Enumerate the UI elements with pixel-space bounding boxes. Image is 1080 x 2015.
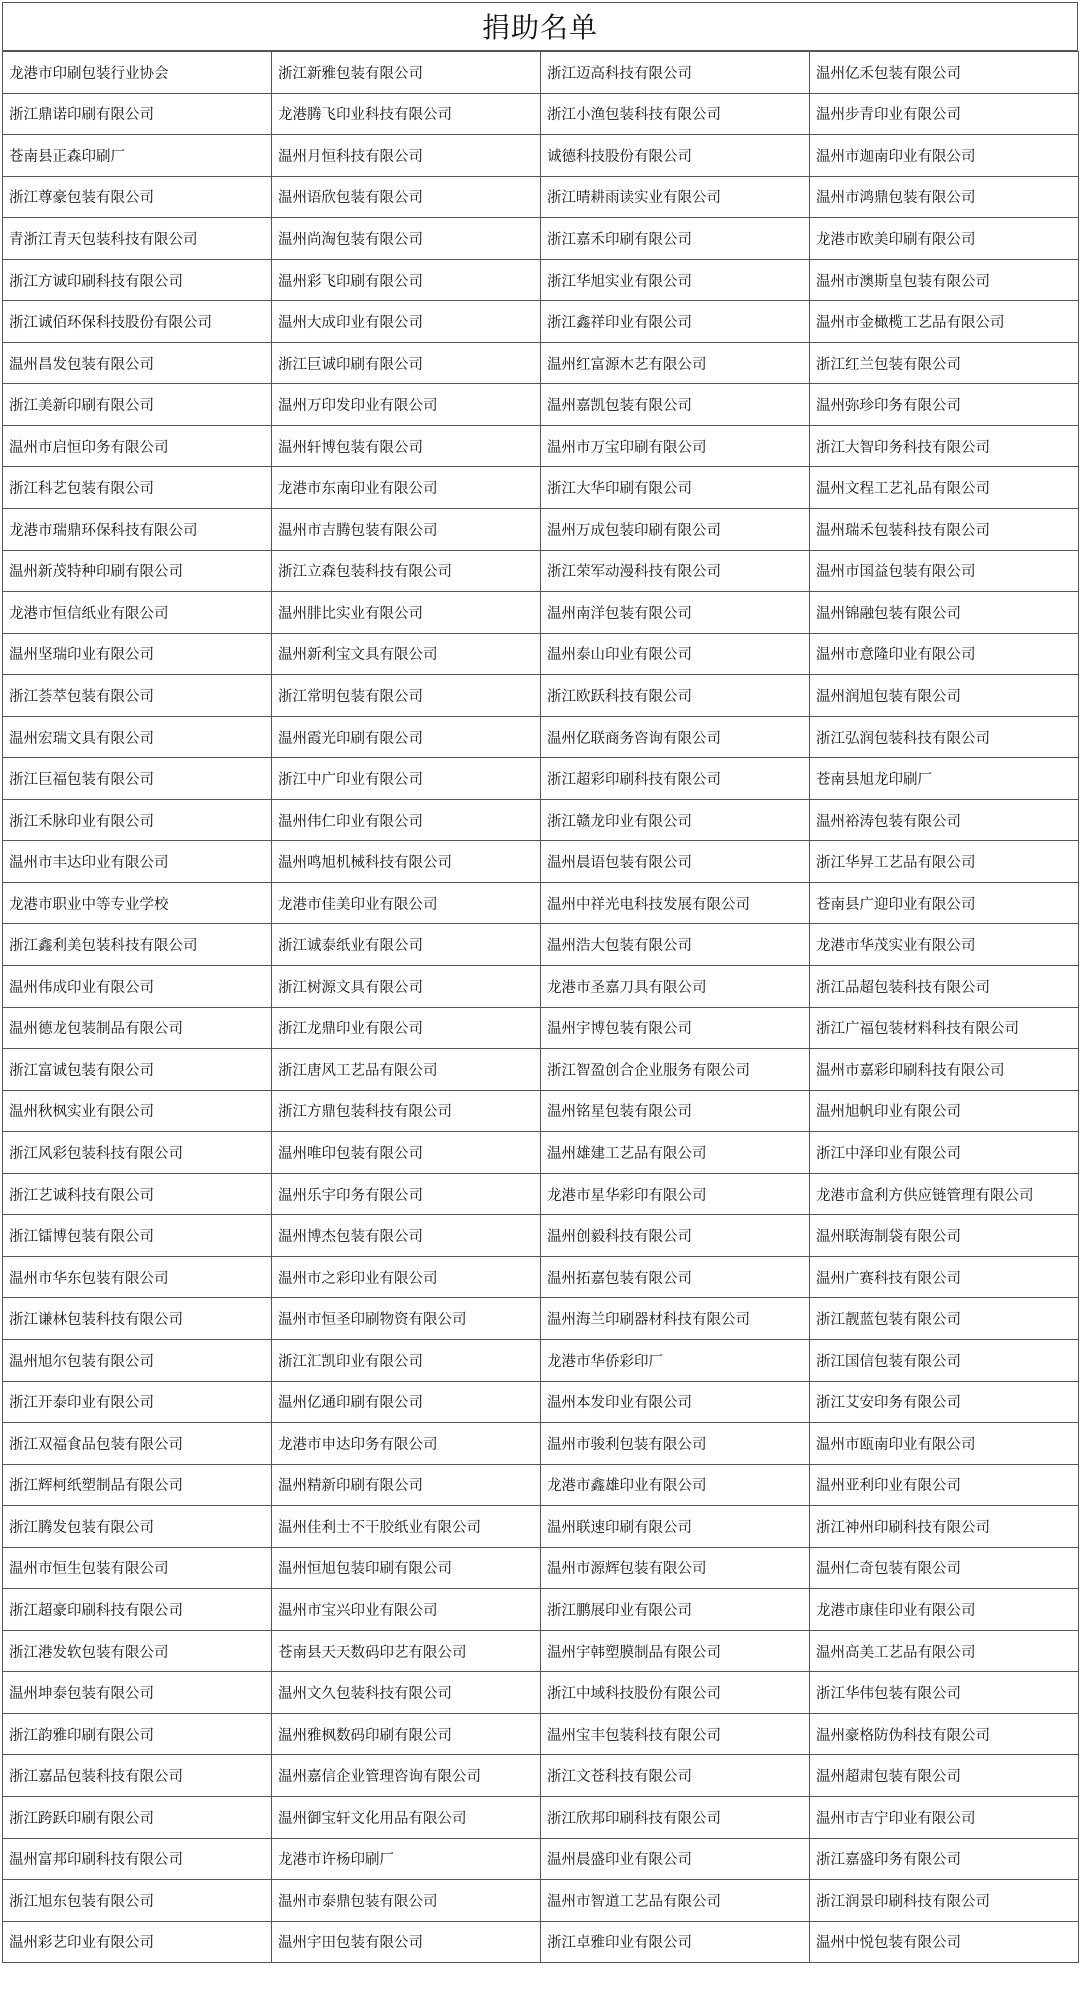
donor-name-cell: 温州精新印刷有限公司 (272, 1464, 541, 1506)
table-row (3, 1755, 1079, 1797)
donor-name-cell: 温州旭帆印业有限公司 (810, 1090, 1079, 1132)
donor-name-cell: 温州市吉腾包装有限公司 (272, 509, 541, 551)
donor-name-cell: 温州宝丰包装科技有限公司 (541, 1713, 810, 1755)
donor-name-cell: 温州市泰鼎包装有限公司 (272, 1880, 541, 1922)
donor-name-cell: 浙江智盈创合企业服务有限公司 (541, 1049, 810, 1091)
donor-name-cell: 温州市华东包装有限公司 (3, 1256, 272, 1298)
table-row (3, 1007, 1079, 1049)
donor-name-cell: 苍南县旭龙印刷厂 (810, 758, 1079, 800)
table-row (3, 1049, 1079, 1091)
table-row (3, 1381, 1079, 1423)
donor-name-cell: 温州雅枫数码印刷有限公司 (272, 1713, 541, 1755)
donor-name-cell: 浙江润景印刷科技有限公司 (810, 1880, 1079, 1922)
donor-name-cell: 浙江科艺包装有限公司 (3, 467, 272, 509)
donor-name-cell: 浙江港发软包装有限公司 (3, 1630, 272, 1672)
donor-name-cell: 温州铭星包装有限公司 (541, 1090, 810, 1132)
donor-name-cell: 浙江迈高科技有限公司 (541, 52, 810, 94)
table-row (3, 384, 1079, 426)
donor-name-cell: 浙江艺诚科技有限公司 (3, 1173, 272, 1215)
donor-name-cell: 温州海兰印刷器材科技有限公司 (541, 1298, 810, 1340)
donor-name-cell: 温州嘉凯包装有限公司 (541, 384, 810, 426)
donor-name-cell: 浙江跨跃印刷有限公司 (3, 1796, 272, 1838)
donor-name-cell: 浙江荟萃包装有限公司 (3, 675, 272, 717)
donor-name-cell: 温州仁奇包装有限公司 (810, 1547, 1079, 1589)
donor-name-cell: 浙江欧跃科技有限公司 (541, 675, 810, 717)
donor-name-cell: 浙江荣军动漫科技有限公司 (541, 550, 810, 592)
donor-list-sheet (2, 2, 1078, 1963)
table-row (3, 758, 1079, 800)
donor-name-cell: 温州宇韩塑膜制品有限公司 (541, 1630, 810, 1672)
donor-name-cell: 龙港市星华彩印有限公司 (541, 1173, 810, 1215)
donor-name-cell: 温州尚淘包装有限公司 (272, 218, 541, 260)
donor-name-cell: 浙江广福包装材料科技有限公司 (810, 1007, 1079, 1049)
donor-name-cell: 温州博杰包装有限公司 (272, 1215, 541, 1257)
table-row (3, 342, 1079, 384)
donor-name-cell: 龙港市欧美印刷有限公司 (810, 218, 1079, 260)
donor-name-cell: 温州市启恒印务有限公司 (3, 425, 272, 467)
donor-name-cell: 温州弥珍印务有限公司 (810, 384, 1079, 426)
donor-name-cell: 浙江华昇工艺品有限公司 (810, 841, 1079, 883)
donor-name-cell: 温州亿禾包装有限公司 (810, 52, 1079, 94)
donor-name-cell: 温州锦融包装有限公司 (810, 592, 1079, 634)
donor-name-cell: 浙江汇凯印业有限公司 (272, 1339, 541, 1381)
donor-name-cell: 温州瑞禾包装科技有限公司 (810, 509, 1079, 551)
donor-name-cell: 浙江诚泰纸业有限公司 (272, 924, 541, 966)
donor-name-cell: 温州市澳斯皇包装有限公司 (810, 259, 1079, 301)
donor-name-cell: 浙江禾脉印业有限公司 (3, 799, 272, 841)
donor-name-cell: 温州亿通印刷有限公司 (272, 1381, 541, 1423)
donor-name-cell: 温州宇博包装有限公司 (541, 1007, 810, 1049)
donor-name-cell: 浙江晴耕雨读实业有限公司 (541, 176, 810, 218)
table-row (3, 1506, 1079, 1548)
donor-name-cell: 温州步青印业有限公司 (810, 93, 1079, 135)
donor-name-cell: 温州嘉信企业管理咨询有限公司 (272, 1755, 541, 1797)
donor-name-cell: 温州拓嘉包装有限公司 (541, 1256, 810, 1298)
table-row (3, 1672, 1079, 1714)
table-row (3, 93, 1079, 135)
table-row (3, 592, 1079, 634)
donor-name-cell: 苍南县广迎印业有限公司 (810, 882, 1079, 924)
donor-name-cell: 浙江镭博包装有限公司 (3, 1215, 272, 1257)
table-row (3, 1589, 1079, 1631)
donor-name-cell: 温州彩飞印刷有限公司 (272, 259, 541, 301)
donor-name-cell: 温州德龙包装制品有限公司 (3, 1007, 272, 1049)
donor-name-cell: 诚德科技股份有限公司 (541, 135, 810, 177)
donor-name-cell: 浙江嘉盛印务有限公司 (810, 1838, 1079, 1880)
donor-name-cell: 温州联海制袋有限公司 (810, 1215, 1079, 1257)
donor-name-cell: 浙江树源文具有限公司 (272, 966, 541, 1008)
donor-name-cell: 温州超肃包装有限公司 (810, 1755, 1079, 1797)
donor-name-cell: 浙江红兰包装有限公司 (810, 342, 1079, 384)
donor-name-cell: 浙江新雅包装有限公司 (272, 52, 541, 94)
donor-name-cell: 浙江龙鼎印业有限公司 (272, 1007, 541, 1049)
table-row (3, 135, 1079, 177)
table-row (3, 633, 1079, 675)
table-row (3, 966, 1079, 1008)
donor-name-cell: 龙港市东南印业有限公司 (272, 467, 541, 509)
donor-name-cell: 浙江中域科技股份有限公司 (541, 1672, 810, 1714)
donor-name-cell: 温州万印发印业有限公司 (272, 384, 541, 426)
donor-name-cell: 浙江风彩包装科技有限公司 (3, 1132, 272, 1174)
donor-name-cell: 浙江中泽印业有限公司 (810, 1132, 1079, 1174)
donor-name-cell: 温州新茂特种印刷有限公司 (3, 550, 272, 592)
donor-name-cell: 温州市鸿鼎包装有限公司 (810, 176, 1079, 218)
donor-name-cell: 龙港市华茂实业有限公司 (810, 924, 1079, 966)
table-row (3, 1298, 1079, 1340)
donor-name-cell: 浙江大华印刷有限公司 (541, 467, 810, 509)
donor-name-cell: 龙港腾飞印业科技有限公司 (272, 93, 541, 135)
donor-name-cell: 温州市源辉包装有限公司 (541, 1547, 810, 1589)
donor-name-cell: 浙江超豪印刷科技有限公司 (3, 1589, 272, 1631)
donor-name-cell: 温州红富源木艺有限公司 (541, 342, 810, 384)
table-row (3, 1796, 1079, 1838)
donor-name-cell: 浙江旭东包装有限公司 (3, 1880, 272, 1922)
table-row (3, 467, 1079, 509)
table-row (3, 1547, 1079, 1589)
donor-name-cell: 温州本发印业有限公司 (541, 1381, 810, 1423)
donor-name-cell: 温州市嘉彩印刷科技有限公司 (810, 1049, 1079, 1091)
table-row (3, 1921, 1079, 1963)
donor-name-cell: 温州霞光印刷有限公司 (272, 716, 541, 758)
table-row (3, 1173, 1079, 1215)
donor-table-body (3, 52, 1079, 1963)
donor-name-cell: 温州创毅科技有限公司 (541, 1215, 810, 1257)
donor-name-cell: 浙江巨福包装有限公司 (3, 758, 272, 800)
donor-name-cell: 浙江欣邦印刷科技有限公司 (541, 1796, 810, 1838)
table-row (3, 52, 1079, 94)
donor-name-cell: 温州润旭包装有限公司 (810, 675, 1079, 717)
donor-name-cell: 浙江巨诚印刷有限公司 (272, 342, 541, 384)
donor-name-cell: 温州昌发包装有限公司 (3, 342, 272, 384)
table-row (3, 425, 1079, 467)
table-row (3, 1339, 1079, 1381)
page-title: 捐助名单 (2, 2, 1078, 51)
donor-name-cell: 温州御宝轩文化用品有限公司 (272, 1796, 541, 1838)
donor-name-cell: 浙江国信包装有限公司 (810, 1339, 1079, 1381)
donor-name-cell: 温州亚利印业有限公司 (810, 1464, 1079, 1506)
table-row (3, 1838, 1079, 1880)
donor-name-cell: 温州轩博包装有限公司 (272, 425, 541, 467)
donor-name-cell: 浙江品超包装科技有限公司 (810, 966, 1079, 1008)
donor-name-cell: 龙港市申达印务有限公司 (272, 1423, 541, 1465)
donor-name-cell: 浙江腾发包装有限公司 (3, 1506, 272, 1548)
donor-table (2, 51, 1079, 1963)
donor-name-cell: 浙江鼎诺印刷有限公司 (3, 93, 272, 135)
donor-name-cell: 温州浩大包装有限公司 (541, 924, 810, 966)
donor-name-cell: 温州恒旭包装印刷有限公司 (272, 1547, 541, 1589)
donor-name-cell: 浙江尊豪包装有限公司 (3, 176, 272, 218)
donor-name-cell: 温州高美工艺品有限公司 (810, 1630, 1079, 1672)
donor-name-cell: 温州市恒圣印刷物资有限公司 (272, 1298, 541, 1340)
donor-name-cell: 浙江弘润包装科技有限公司 (810, 716, 1079, 758)
donor-name-cell: 温州南洋包装有限公司 (541, 592, 810, 634)
table-row (3, 1713, 1079, 1755)
table-row (3, 924, 1079, 966)
donor-name-cell: 浙江靓蓝包装有限公司 (810, 1298, 1079, 1340)
table-row (3, 1215, 1079, 1257)
donor-name-cell: 温州市恒生包装有限公司 (3, 1547, 272, 1589)
donor-name-cell: 浙江中广印业有限公司 (272, 758, 541, 800)
donor-name-cell: 温州富邦印刷科技有限公司 (3, 1838, 272, 1880)
table-row (3, 841, 1079, 883)
donor-name-cell: 龙港市印刷包装行业协会 (3, 52, 272, 94)
donor-name-cell: 温州广赛科技有限公司 (810, 1256, 1079, 1298)
table-row (3, 259, 1079, 301)
table-row (3, 675, 1079, 717)
donor-name-cell: 温州旭尔包装有限公司 (3, 1339, 272, 1381)
donor-name-cell: 浙江立森包装科技有限公司 (272, 550, 541, 592)
donor-name-cell: 温州亿联商务咨询有限公司 (541, 716, 810, 758)
donor-name-cell: 浙江辉柯纸塑制品有限公司 (3, 1464, 272, 1506)
donor-name-cell: 温州彩艺印业有限公司 (3, 1921, 272, 1963)
donor-name-cell: 浙江诚佰环保科技股份有限公司 (3, 301, 272, 343)
donor-name-cell: 温州佳利士不干胶纸业有限公司 (272, 1506, 541, 1548)
table-row (3, 1256, 1079, 1298)
donor-name-cell: 温州坚瑞印业有限公司 (3, 633, 272, 675)
table-row (3, 1090, 1079, 1132)
donor-name-cell: 浙江大智印务科技有限公司 (810, 425, 1079, 467)
table-row (3, 1630, 1079, 1672)
table-row (3, 1132, 1079, 1174)
donor-name-cell: 龙港市华侨彩印厂 (541, 1339, 810, 1381)
donor-name-cell: 温州秋枫实业有限公司 (3, 1090, 272, 1132)
donor-name-cell: 温州坤泰包装有限公司 (3, 1672, 272, 1714)
donor-name-cell: 温州市迦南印业有限公司 (810, 135, 1079, 177)
donor-name-cell: 浙江赣龙印业有限公司 (541, 799, 810, 841)
donor-name-cell: 温州市金橄榄工艺品有限公司 (810, 301, 1079, 343)
donor-name-cell: 温州市万宝印刷有限公司 (541, 425, 810, 467)
donor-name-cell: 温州市意隆印业有限公司 (810, 633, 1079, 675)
donor-name-cell: 龙港市佳美印业有限公司 (272, 882, 541, 924)
table-row (3, 301, 1079, 343)
table-row (3, 176, 1079, 218)
table-row (3, 716, 1079, 758)
donor-name-cell: 温州唯印包装有限公司 (272, 1132, 541, 1174)
donor-name-cell: 浙江卓雅印业有限公司 (541, 1921, 810, 1963)
donor-name-cell: 温州伟仁印业有限公司 (272, 799, 541, 841)
donor-name-cell: 龙港市盒利方供应链管理有限公司 (810, 1173, 1079, 1215)
donor-name-cell: 浙江文苍科技有限公司 (541, 1755, 810, 1797)
donor-name-cell: 温州晨语包装有限公司 (541, 841, 810, 883)
donor-name-cell: 浙江方鼎包装科技有限公司 (272, 1090, 541, 1132)
donor-name-cell: 温州市之彩印业有限公司 (272, 1256, 541, 1298)
donor-name-cell: 温州腓比实业有限公司 (272, 592, 541, 634)
donor-name-cell: 浙江方诚印刷科技有限公司 (3, 259, 272, 301)
donor-name-cell: 苍南县正森印刷厂 (3, 135, 272, 177)
donor-name-cell: 温州市国益包装有限公司 (810, 550, 1079, 592)
donor-name-cell: 龙港市瑞鼎环保科技有限公司 (3, 509, 272, 551)
donor-name-cell: 温州泰山印业有限公司 (541, 633, 810, 675)
donor-name-cell: 浙江鑫利美包装科技有限公司 (3, 924, 272, 966)
donor-name-cell: 浙江唐风工艺品有限公司 (272, 1049, 541, 1091)
donor-name-cell: 浙江双福食品包装有限公司 (3, 1423, 272, 1465)
donor-name-cell: 温州中祥光电科技发展有限公司 (541, 882, 810, 924)
donor-name-cell: 温州文程工艺礼品有限公司 (810, 467, 1079, 509)
donor-name-cell: 浙江谦林包装科技有限公司 (3, 1298, 272, 1340)
donor-name-cell: 温州市智道工艺品有限公司 (541, 1880, 810, 1922)
donor-name-cell: 温州新利宝文具有限公司 (272, 633, 541, 675)
donor-name-cell: 温州裕涛包装有限公司 (810, 799, 1079, 841)
donor-name-cell: 青浙江青天包装科技有限公司 (3, 218, 272, 260)
table-row (3, 1464, 1079, 1506)
table-row (3, 1880, 1079, 1922)
donor-name-cell: 浙江小渔包装科技有限公司 (541, 93, 810, 135)
donor-name-cell: 温州宏瑞文具有限公司 (3, 716, 272, 758)
donor-name-cell: 温州豪格防伪科技有限公司 (810, 1713, 1079, 1755)
table-row (3, 799, 1079, 841)
table-row (3, 509, 1079, 551)
donor-name-cell: 温州乐宇印务有限公司 (272, 1173, 541, 1215)
donor-name-cell: 浙江常明包装有限公司 (272, 675, 541, 717)
donor-name-cell: 浙江韵雅印刷有限公司 (3, 1713, 272, 1755)
donor-name-cell: 浙江鹏展印业有限公司 (541, 1589, 810, 1631)
donor-name-cell: 温州市骏利包装有限公司 (541, 1423, 810, 1465)
donor-name-cell: 龙港市康佳印业有限公司 (810, 1589, 1079, 1631)
donor-name-cell: 温州万成包装印刷有限公司 (541, 509, 810, 551)
donor-name-cell: 温州晨盛印业有限公司 (541, 1838, 810, 1880)
donor-name-cell: 浙江神州印刷科技有限公司 (810, 1506, 1079, 1548)
table-row (3, 550, 1079, 592)
donor-name-cell: 温州语欣包装有限公司 (272, 176, 541, 218)
donor-name-cell: 龙港市职业中等专业学校 (3, 882, 272, 924)
donor-name-cell: 温州文久包装科技有限公司 (272, 1672, 541, 1714)
donor-name-cell: 浙江美新印刷有限公司 (3, 384, 272, 426)
donor-name-cell: 浙江艾安印务有限公司 (810, 1381, 1079, 1423)
donor-name-cell: 温州大成印业有限公司 (272, 301, 541, 343)
donor-name-cell: 苍南县天天数码印艺有限公司 (272, 1630, 541, 1672)
donor-name-cell: 浙江开泰印业有限公司 (3, 1381, 272, 1423)
donor-name-cell: 温州鸣旭机械科技有限公司 (272, 841, 541, 883)
donor-name-cell: 温州联速印刷有限公司 (541, 1506, 810, 1548)
table-row (3, 218, 1079, 260)
donor-name-cell: 龙港市恒信纸业有限公司 (3, 592, 272, 634)
donor-name-cell: 温州宇田包装有限公司 (272, 1921, 541, 1963)
donor-name-cell: 温州雄建工艺品有限公司 (541, 1132, 810, 1174)
donor-name-cell: 温州伟成印业有限公司 (3, 966, 272, 1008)
donor-name-cell: 浙江超彩印刷科技有限公司 (541, 758, 810, 800)
donor-name-cell: 浙江鑫祥印业有限公司 (541, 301, 810, 343)
donor-name-cell: 温州市宝兴印业有限公司 (272, 1589, 541, 1631)
donor-name-cell: 浙江嘉禾印刷有限公司 (541, 218, 810, 260)
donor-name-cell: 浙江华旭实业有限公司 (541, 259, 810, 301)
donor-name-cell: 温州市瓯南印业有限公司 (810, 1423, 1079, 1465)
table-row (3, 882, 1079, 924)
donor-name-cell: 温州市吉宁印业有限公司 (810, 1796, 1079, 1838)
donor-name-cell: 浙江富诚包装有限公司 (3, 1049, 272, 1091)
donor-name-cell: 浙江华伟包装有限公司 (810, 1672, 1079, 1714)
donor-name-cell: 温州中悦包装有限公司 (810, 1921, 1079, 1963)
donor-name-cell: 龙港市许杨印刷厂 (272, 1838, 541, 1880)
donor-name-cell: 龙港市圣嘉刀具有限公司 (541, 966, 810, 1008)
donor-name-cell: 温州市丰达印业有限公司 (3, 841, 272, 883)
donor-name-cell: 温州月恒科技有限公司 (272, 135, 541, 177)
table-row (3, 1423, 1079, 1465)
donor-name-cell: 龙港市鑫雄印业有限公司 (541, 1464, 810, 1506)
donor-name-cell: 浙江嘉品包装科技有限公司 (3, 1755, 272, 1797)
